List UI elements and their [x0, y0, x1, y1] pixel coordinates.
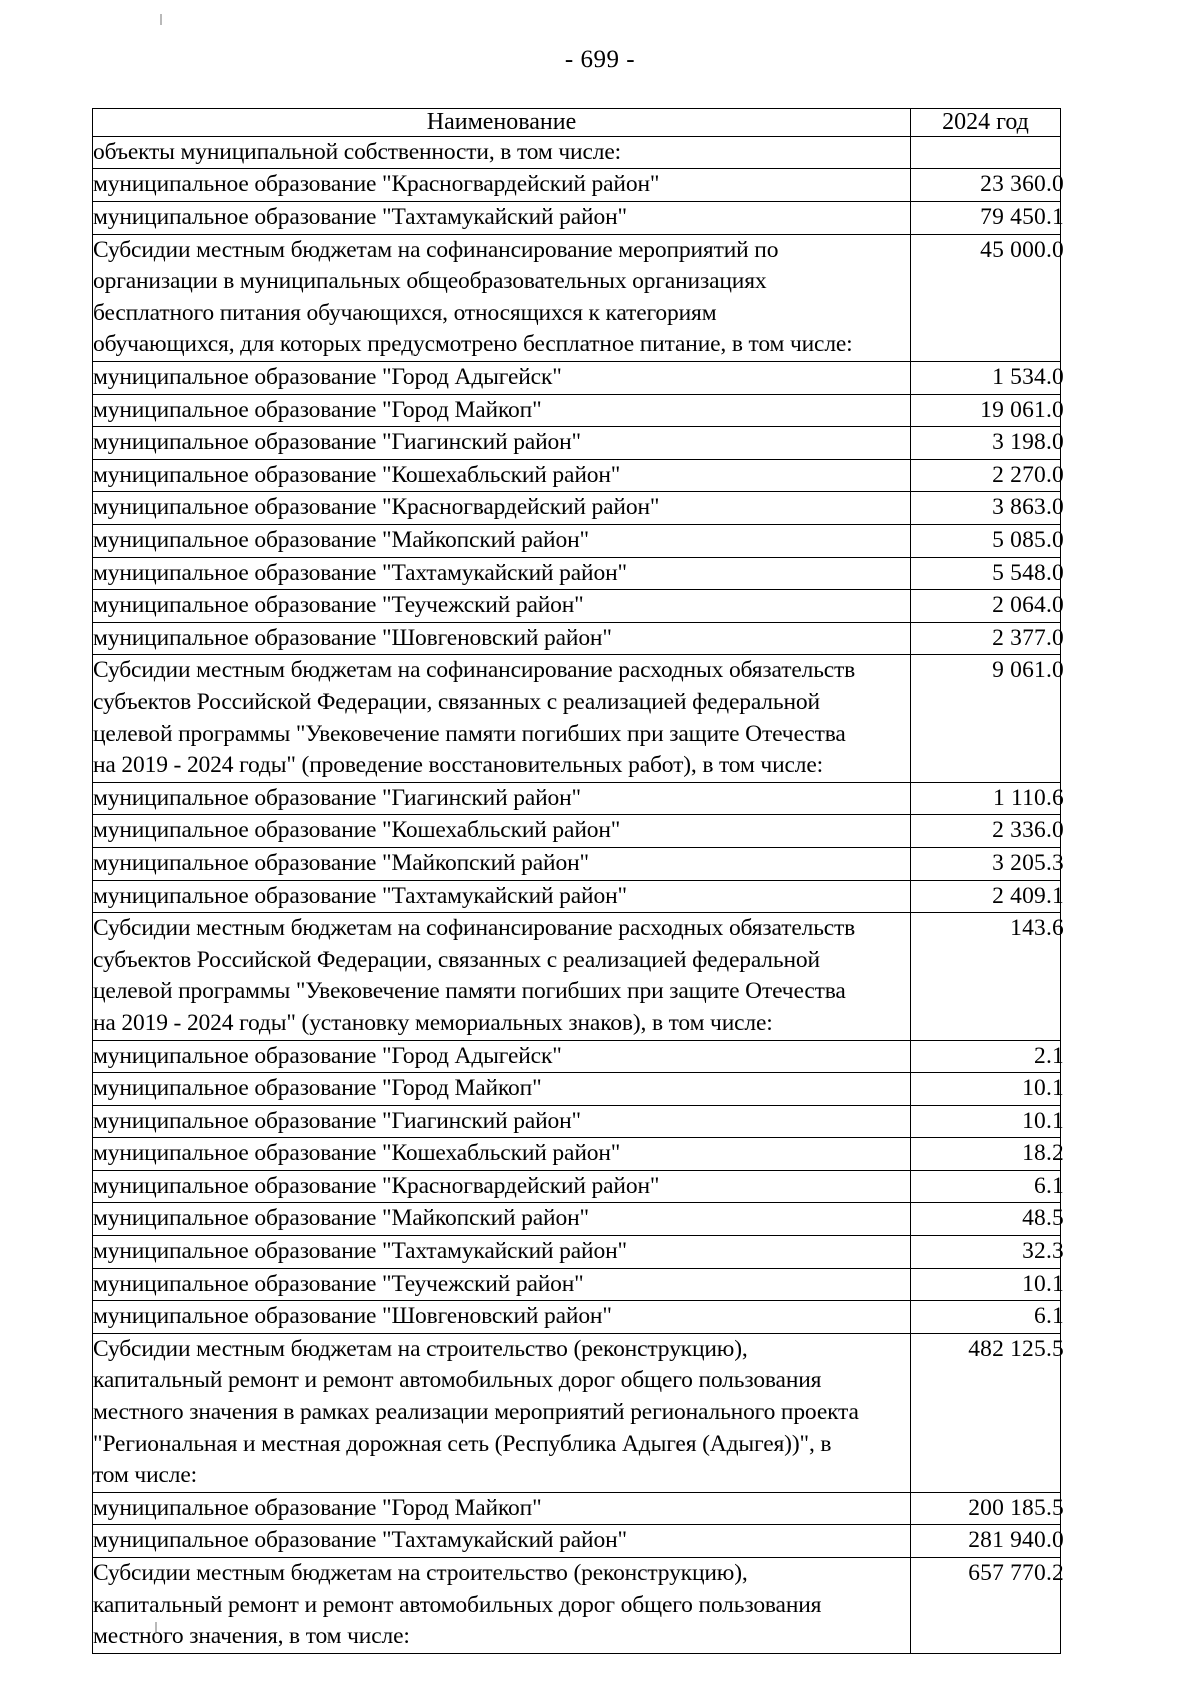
table-row [93, 427, 1061, 460]
row-value-cell [911, 394, 1064, 427]
row-name-line: Субсидии местным бюджетам на софинансирование расходных обязательств [93, 657, 856, 684]
row-name-line: муниципальное образование "Город Адыгейск" [93, 364, 562, 391]
table-row [93, 622, 1061, 655]
row-name-cell [93, 525, 911, 558]
row-value: 143.6 [1010, 915, 1064, 942]
table-row [93, 1333, 1061, 1492]
row-name-cell [93, 913, 911, 1040]
row-value-cell [911, 782, 1064, 815]
row-value: 482 125.5 [968, 1335, 1064, 1362]
row-value: 2 270.0 [992, 461, 1064, 488]
row-value-cell [911, 1525, 1064, 1558]
row-name-cell [93, 427, 911, 460]
row-name-line: Субсидии местным бюджетам на строительство (реконструкцию), [93, 1335, 748, 1362]
row-value: 10.1 [1022, 1270, 1064, 1297]
row-name-cell [93, 362, 911, 395]
row-name-line: муниципальное образование "Кошехабльский район" [93, 461, 621, 488]
row-value-cell [911, 234, 1064, 361]
row-name-line: Субсидии местным бюджетам на софинансирование мероприятий по [93, 236, 779, 263]
page-number: - 699 - [564, 46, 636, 73]
row-name-line: на 2019 - 2024 годы" (установку мемориальных знаков), в том числе: [93, 1009, 773, 1036]
row-name-cell [93, 847, 911, 880]
row-value: 5 085.0 [992, 527, 1064, 553]
table-row [93, 880, 1061, 913]
row-value: 6.1 [1034, 1172, 1064, 1199]
row-value-cell [911, 557, 1064, 590]
row-name-cell [93, 1301, 911, 1334]
row-name-cell [93, 622, 911, 655]
row-name-line: муниципальное образование "Тахтамукайский район" [93, 204, 627, 231]
row-name-cell [93, 1203, 911, 1236]
row-value-cell [911, 655, 1064, 782]
row-name-cell [93, 234, 911, 361]
row-value: 2.1 [1034, 1042, 1064, 1069]
row-name-line: муниципальное образование "Теучежский район" [93, 1270, 584, 1297]
row-name-line: субъектов Российской Федерации, связанных с реализацией федеральной [93, 688, 820, 715]
row-name-line: капитальный ремонт и ремонт автомобильных дорог общего пользования [93, 1367, 822, 1394]
row-value: 200 185.5 [968, 1494, 1064, 1521]
row-value-cell [911, 1558, 1064, 1654]
row-name-line: муниципальное образование "Тахтамукайский район" [93, 559, 627, 586]
row-name-line: организации в муниципальных общеобразовательных организациях [93, 268, 767, 295]
row-value-cell [911, 427, 1064, 460]
table-row [93, 590, 1061, 623]
row-value: 3 205.3 [992, 849, 1064, 876]
row-name-cell [93, 880, 911, 913]
row-name-cell [93, 1333, 911, 1492]
row-name-line: муниципальное образование "Город Майкоп" [93, 1075, 542, 1102]
row-name-cell [93, 202, 911, 235]
column-header-value: 2024 год [911, 109, 1061, 137]
row-value-cell [911, 590, 1064, 623]
row-value: 6.1 [1034, 1303, 1064, 1330]
scan-speck [160, 14, 162, 25]
row-name-line: бесплатного питания обучающихся, относящихся к категориям [93, 299, 717, 326]
row-name-line: объекты муниципальной собственности, в том числе: [93, 138, 621, 165]
row-name-cell [93, 655, 911, 782]
row-value-cell [911, 1333, 1064, 1492]
row-value: 9 061.0 [992, 657, 1064, 684]
row-name-line: "Региональная и местная дорожная сеть (Республика Адыгея (Адыгея))", в [93, 1430, 832, 1457]
table-row [93, 1268, 1061, 1301]
row-value-cell [911, 622, 1064, 655]
row-value-cell [911, 1138, 1064, 1171]
row-value-cell [911, 492, 1064, 525]
row-value-cell [911, 815, 1064, 848]
row-name-line: целевой программы "Увековечение памяти погибших при защите Отечества [93, 978, 846, 1005]
row-name-line: муниципальное образование "Город Адыгейск" [93, 1042, 562, 1069]
row-name-line: муниципальное образование "Гиагинский район" [93, 1107, 581, 1134]
row-name-line: муниципальное образование "Тахтамукайский район" [93, 882, 627, 909]
row-value-cell [911, 1268, 1064, 1301]
row-name-cell [93, 557, 911, 590]
budget-allocations-table [92, 108, 1064, 1654]
table-row [93, 394, 1061, 427]
row-name-cell [93, 1040, 911, 1073]
row-value: 3 198.0 [992, 429, 1064, 456]
row-name-line: муниципальное образование "Кошехабльский район" [93, 817, 621, 844]
row-value-cell [911, 525, 1064, 558]
table-row [93, 1203, 1061, 1236]
table-row [93, 169, 1061, 202]
row-name-line: субъектов Российской Федерации, связанных с реализацией федеральной [93, 946, 820, 973]
row-name-cell [93, 1558, 911, 1654]
row-name-line: муниципальное образование "Шовгеновский район" [93, 1303, 612, 1330]
row-name-cell [93, 169, 911, 202]
row-value-cell [911, 459, 1064, 492]
row-name-cell [93, 1170, 911, 1203]
row-name-cell [93, 492, 911, 525]
row-name-line: муниципальное образование "Город Майкоп" [93, 1494, 542, 1521]
row-value-cell [911, 1073, 1064, 1106]
row-name-line: муниципальное образование "Красногвардейский район" [93, 494, 660, 521]
row-name-line: том числе: [93, 1462, 198, 1489]
row-value: 2 064.0 [992, 592, 1064, 619]
table-row [93, 1138, 1061, 1171]
table-row [93, 1105, 1061, 1138]
table-row [93, 136, 1061, 169]
row-value: 32.3 [1022, 1238, 1064, 1265]
table-row [93, 362, 1061, 395]
row-value: 79 450.1 [980, 204, 1064, 231]
row-value-cell [911, 202, 1064, 235]
row-name-cell [93, 1138, 911, 1171]
row-name-cell [93, 1105, 911, 1138]
row-name-cell [93, 1236, 911, 1269]
row-value-cell [911, 1040, 1064, 1073]
row-value: 18.2 [1022, 1140, 1064, 1167]
row-name-cell [93, 590, 911, 623]
row-value: 1 110.6 [992, 784, 1064, 811]
column-header-name: Наименование [93, 109, 911, 137]
table-row [93, 913, 1061, 1040]
table-row [93, 782, 1061, 815]
row-name-line: целевой программы "Увековечение памяти погибших при защите Отечества [93, 720, 846, 747]
row-value: 281 940.0 [968, 1527, 1064, 1554]
table-row [93, 1301, 1061, 1334]
row-name-cell [93, 782, 911, 815]
row-value-cell [911, 169, 1064, 202]
row-value-cell [911, 913, 1064, 1040]
row-value: 23 360.0 [980, 171, 1064, 198]
row-name-line: муниципальное образование "Майкопский район" [93, 1205, 589, 1232]
row-name-cell [93, 136, 911, 169]
row-value: 1 534.0 [992, 364, 1064, 391]
row-name-line: муниципальное образование "Гиагинский район" [93, 429, 581, 456]
table-header-row [93, 109, 1061, 137]
row-value-cell [911, 136, 1061, 169]
row-value-cell [911, 1170, 1064, 1203]
row-name-line: обучающихся, для которых предусмотрено бесплатное питание, в том числе: [93, 331, 853, 358]
table-row [93, 1525, 1061, 1558]
table-row [93, 1558, 1061, 1654]
row-name-line: муниципальное образование "Красногвардейский район" [93, 1172, 660, 1199]
row-value: 5 548.0 [992, 559, 1064, 586]
row-value: 10.1 [1022, 1107, 1064, 1134]
table-row [93, 557, 1061, 590]
table-row [93, 234, 1061, 361]
table-row [93, 1073, 1061, 1106]
table-row [93, 459, 1061, 492]
row-value-cell [911, 1236, 1064, 1269]
row-value-cell [911, 880, 1064, 913]
row-name-cell [93, 1268, 911, 1301]
table-row [93, 1170, 1061, 1203]
row-name-line: на 2019 - 2024 годы" (проведение восстановительных работ), в том числе: [93, 752, 824, 779]
row-value: 48.5 [1022, 1205, 1064, 1232]
row-value: 3 863.0 [992, 494, 1064, 521]
row-value: 10.1 [1022, 1075, 1064, 1102]
row-value-cell [911, 1301, 1064, 1334]
row-name-cell [93, 1525, 911, 1558]
table-row [93, 655, 1061, 782]
table-row [93, 525, 1061, 558]
table-body [93, 136, 1064, 1653]
row-value: 2 409.1 [992, 882, 1064, 909]
table-row [93, 1492, 1061, 1525]
row-value: 45 000.0 [980, 236, 1064, 263]
row-name-line: муниципальное образование "Тахтамукайский район" [93, 1527, 627, 1554]
row-name-line: муниципальное образование "Кошехабльский район" [93, 1140, 621, 1167]
row-value-cell [911, 1105, 1064, 1138]
row-name-line: местного значения, в том числе: [93, 1623, 410, 1650]
row-name-line: муниципальное образование "Город Майкоп" [93, 396, 542, 423]
table-row [93, 847, 1061, 880]
row-name-line: муниципальное образование "Теучежский район" [93, 592, 584, 619]
row-name-line: Субсидии местным бюджетам на софинансирование расходных обязательств [93, 915, 856, 942]
row-name-line: Субсидии местным бюджетам на строительство (реконструкцию), [93, 1560, 748, 1586]
table-row [93, 1040, 1061, 1073]
row-value: 19 061.0 [980, 396, 1064, 423]
table-row [93, 202, 1061, 235]
row-value-cell [911, 1492, 1064, 1525]
row-name-cell [93, 459, 911, 492]
row-value-cell [911, 847, 1064, 880]
row-name-line: муниципальное образование "Гиагинский район" [93, 784, 581, 811]
row-name-line: муниципальное образование "Майкопский район" [93, 849, 589, 876]
row-name-line: капитальный ремонт и ремонт автомобильных дорог общего пользования [93, 1591, 822, 1618]
table-row [93, 492, 1061, 525]
row-name-line: местного значения в рамках реализации мероприятий регионального проекта [93, 1399, 859, 1426]
row-name-line: муниципальное образование "Майкопский район" [93, 527, 589, 553]
row-name-cell [93, 1492, 911, 1525]
row-name-line: муниципальное образование "Шовгеновский район" [93, 624, 612, 651]
table-row [93, 1236, 1061, 1269]
row-value: 657 770.2 [968, 1560, 1064, 1586]
row-name-cell [93, 1073, 911, 1106]
row-name-line: муниципальное образование "Красногвардейский район" [93, 171, 660, 198]
row-value: 2 377.0 [992, 624, 1064, 651]
table-row [93, 815, 1061, 848]
row-name-line: муниципальное образование "Тахтамукайский район" [93, 1238, 627, 1265]
row-name-cell [93, 815, 911, 848]
row-value-cell [911, 362, 1064, 395]
row-value-cell [911, 1203, 1064, 1236]
row-name-cell [93, 394, 911, 427]
row-value: 2 336.0 [992, 817, 1064, 844]
